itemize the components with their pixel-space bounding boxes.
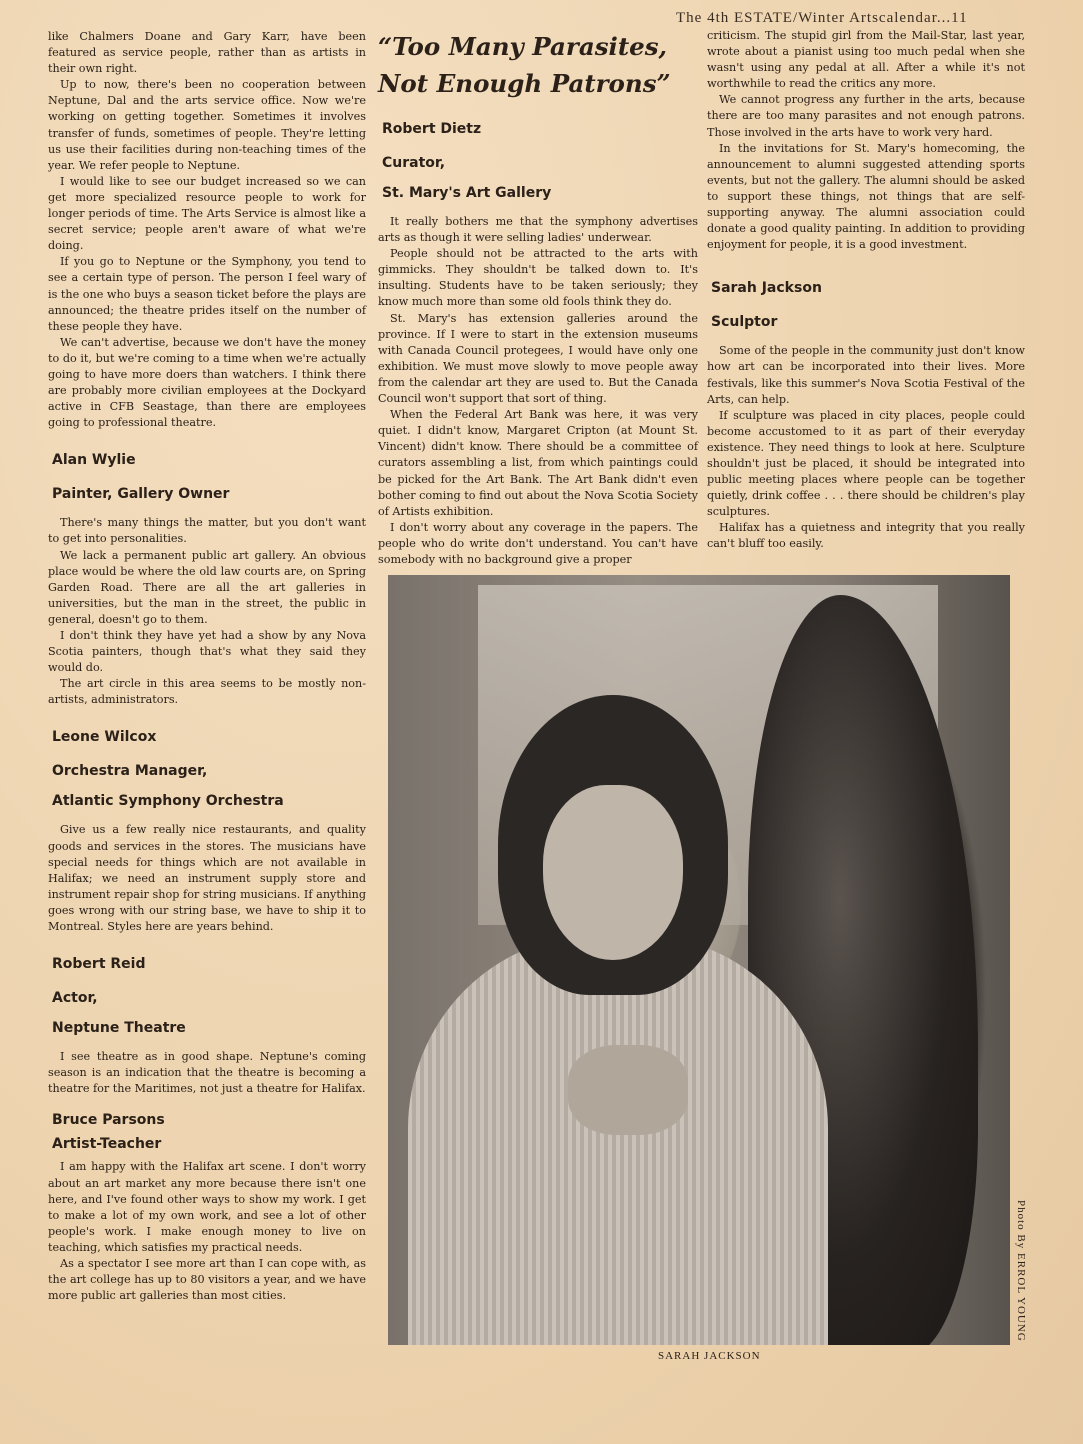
paragraph: Give us a few really nice restaurants, and quality goods and services in the stores. The musicians have special needs for things which are not available in Halifax; we need an instrument supply store and instrument repair shop for string musicians. If anything goes wrong with our string base, we have to ship it to Montreal. Styles here are years behind.: [48, 823, 366, 934]
paragraph: We can't advertise, because we don't have the money to do it, but we're coming to a time when we're actually going to have more doers than watchers. I think there are probably more civilian employees at the Dockyard active in CFB Seastage, than there are employees going to professional theatre.: [48, 335, 366, 430]
speaker-title: Orchestra Manager,: [52, 763, 208, 780]
paragraph: Some of the people in the community just don't know how art can be incorporated into their lives. More festivals, like this summer's Nova Scotia Festival of the Arts, can help.: [707, 344, 1025, 406]
paragraph: criticism. The stupid girl from the Mail-Star, last year, wrote about a pianist using too much pedal when she wasn't using any pedal at all. After a while it's not worthwhile to read the critics any more.: [707, 29, 1025, 91]
paragraph: The art circle in this area seems to be mostly non-artists, administrators.: [48, 677, 366, 707]
speaker-name: Bruce Parsons: [52, 1112, 165, 1129]
photo-figure-body: [408, 935, 828, 1345]
paragraph: Halifax has a quietness and integrity that you really can't bluff too easily.: [707, 521, 1025, 551]
speaker-name: Alan Wylie: [52, 452, 136, 469]
paragraph: like Chalmers Doane and Gary Karr, have been featured as service people, rather than as artists in their own right.: [48, 30, 366, 76]
speaker-title: Curator,: [382, 155, 446, 171]
paragraph: If you go to Neptune or the Symphony, you tend to see a certain type of person. The person I feel wary of is the one who buys a season ticket before the plays are announced; the theatre prides itself on the number of these people they have.: [48, 255, 366, 333]
photo-figure-face: [543, 785, 683, 960]
paragraph: I am happy with the Halifax art scene. I don't worry about an art market any more because there isn't one here, and I've found other ways to show my work. I get to make a lot of my own work, and see a lot of other people's work. I make enough money to live on teaching, which satisfies my practical needs.: [48, 1160, 366, 1254]
paragraph: There's many things the matter, but you don't want to get into personalities.: [48, 516, 366, 546]
paragraph: I don't worry about any coverage in the papers. The people who do write don't understand. You can't have somebody with no background give a proper: [378, 520, 698, 566]
paragraph: As a spectator I see more art than I can cope with, as the art college has up to 80 visitors a year, and we have more public art galleries than most cities.: [48, 1256, 366, 1303]
paragraph: People should not be attracted to the arts with gimmicks. They shouldn't be talked down to. It's insulting. Students have to be taken seriously; they know much more than some old fools think they do.: [378, 247, 698, 309]
paragraph: I would like to see our budget increased so we can get more specialized resource people to work for longer periods of time. The Arts Service is almost like a secret service; people aren't aware of what we're doing.: [48, 174, 366, 253]
speaker-name: Robert Dietz: [382, 121, 482, 137]
paragraph: Up to now, there's been no cooperation between Neptune, Dal and the arts service office. Now we're working on getting together. Sometimes it involves transfer of funds, sometimes of people. They're letting us use their facilities during non-teaching times of the year. We refer people to Neptune.: [48, 78, 366, 172]
paragraph: When the Federal Art Bank was here, it was very quiet. I didn't know, Margaret Cripton (at Mount St. Vincent) didn't know. There should be a committee of curators assembling a list, from which paintings could be picked for the Art Bank. The Art Bank didn't even bother coming to find out about the Nova Scotia Society of Artists exhibition.: [378, 408, 698, 518]
speaker-name: Leone Wilcox: [52, 729, 157, 746]
speaker-name: Robert Reid: [52, 956, 146, 973]
photo-sarah-jackson: [388, 575, 1010, 1345]
column-right: [707, 28, 1025, 553]
speaker-title: St. Mary's Art Gallery: [382, 185, 552, 201]
speaker-title: Actor,: [52, 990, 98, 1007]
speaker-title: Sculptor: [711, 314, 778, 331]
photo-figure-hand: [568, 1045, 688, 1135]
photo-credit: Photo By ERROL YOUNG: [1015, 1200, 1027, 1342]
speaker-title: Painter, Gallery Owner: [52, 486, 230, 503]
paragraph: It really bothers me that the symphony advertises arts as though it were selling ladies' underwear.: [378, 215, 698, 245]
speaker-title: Atlantic Symphony Orchestra: [52, 793, 284, 810]
headline: “Too Many Parasites, Not Enough Patrons”: [378, 32, 671, 98]
paragraph: We lack a permanent public art gallery. An obvious place would be where the old law courts are, on Spring Garden Road. There are all the art galleries in universities, but the man in the street, the public in general, doesn't go to them.: [48, 548, 366, 626]
page-header: The 4th ESTATE/Winter Artscalendar...11: [676, 10, 968, 26]
speaker-title: Neptune Theatre: [52, 1020, 186, 1037]
paragraph: In the invitations for St. Mary's homecoming, the announcement to alumni suggested attending sports events, but not the gallery. The alumni should be asked to support these things, not things that are self-supporting anyway. The alumni association could donate a good quality painting. In addition to providing enjoyment for people, it is a good investment.: [707, 141, 1025, 252]
speaker-name: Sarah Jackson: [711, 280, 822, 297]
photo-caption: SARAH JACKSON: [658, 1350, 761, 1362]
paragraph: I see theatre as in good shape. Neptune's coming season is an indication that the theatre is becoming a theatre for the Maritimes, not just a theatre for Halifax.: [48, 1050, 366, 1096]
speaker-title: Artist-Teacher: [52, 1136, 162, 1153]
paragraph: St. Mary's has extension galleries around the province. If I were to start in the extension museums with Canada Council protegees, I would have only one exhibition. We must move slowly to move people away from the calendar art they are used to. But the Canada Council won't support that sort of thing.: [378, 311, 698, 406]
paragraph: We cannot progress any further in the arts, because there are too many parasites and not enough patrons. Those involved in the arts have to work very hard.: [707, 93, 1025, 139]
paragraph: I don't think they have yet had a show by any Nova Scotia painters, though that's what they said they would do.: [48, 629, 366, 675]
paragraph: If sculpture was placed in city places, people could become accustomed to it as part of their everyday existence. They need things to look at here. Sculpture shouldn't just be placed, it should be integrated into public meeting places where people can be together quietly, drink coffee . . . there should be children's play sculptures.: [707, 408, 1025, 519]
column-middle: [378, 28, 698, 568]
column-left: [48, 29, 366, 1304]
